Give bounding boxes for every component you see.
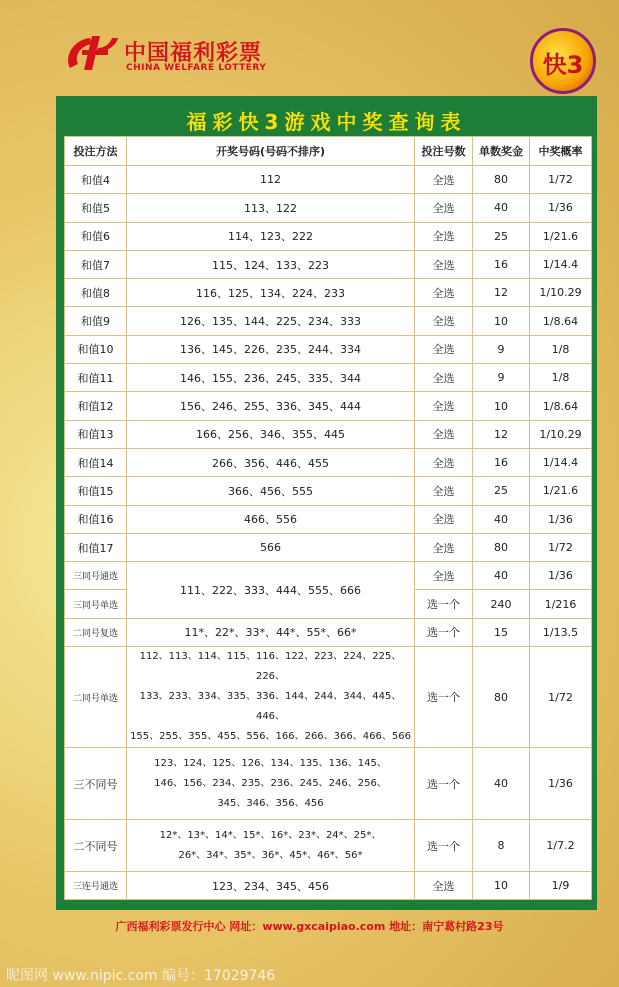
cell-prize: 80	[473, 166, 530, 194]
cell-bet: 全选	[415, 307, 473, 335]
k3-badge	[530, 28, 596, 94]
cell-bet: 全选	[415, 872, 473, 900]
cell-codes	[127, 647, 415, 748]
cell-prob: 1/72	[530, 647, 592, 748]
table-row	[65, 505, 592, 533]
cell-bet: 选一个	[415, 748, 473, 820]
cell-prize: 25	[473, 477, 530, 505]
header-codes: 开奖号码(号码不排序)	[127, 137, 415, 166]
table-row	[65, 166, 592, 194]
codes-line: 155、255、355、455、556、166、266、366、466、566	[130, 731, 411, 743]
codes-line: 345、346、356、456	[217, 797, 324, 809]
cell-method: 和值15	[65, 477, 127, 505]
cell-bet: 全选	[415, 392, 473, 420]
cell-prize: 16	[473, 250, 530, 278]
cell-prize: 40	[473, 505, 530, 533]
cell-method: 二同号单选	[65, 647, 127, 748]
cell-prize: 240	[473, 590, 530, 618]
cell-codes: 466、556	[127, 505, 415, 533]
cell-method: 和值13	[65, 420, 127, 448]
cell-codes: 113、122	[127, 194, 415, 222]
codes-line: 12*、13*、14*、15*、16*、23*、24*、25*、	[159, 829, 382, 841]
footer-info: 广西福利彩票发行中心 网址：www.gxcaipiao.com 地址：南宁葛村路23号	[115, 920, 504, 933]
cell-codes: 115、124、133、223	[127, 250, 415, 278]
cell-codes: 112	[127, 166, 415, 194]
cell-method: 三连号通选	[65, 872, 127, 900]
cell-bet: 全选	[415, 364, 473, 392]
table-row	[65, 562, 592, 590]
cell-prob: 1/72	[530, 166, 592, 194]
cell-prize: 10	[473, 872, 530, 900]
cell-bet: 全选	[415, 194, 473, 222]
cell-prize: 16	[473, 448, 530, 476]
table-row	[65, 364, 592, 392]
cell-method: 和值11	[65, 364, 127, 392]
cell-prize: 40	[473, 748, 530, 820]
cell-codes: 123、234、345、456	[127, 872, 415, 900]
codes-line: 112、113、114、115、116、122、223、224、225、226、	[139, 651, 402, 683]
cell-codes	[127, 820, 415, 872]
lottery-logo	[62, 30, 302, 80]
table-row	[65, 448, 592, 476]
cell-prize: 80	[473, 647, 530, 748]
codes-line: 146、156、234、235、236、245、246、256、	[154, 777, 387, 789]
cell-prob: 1/14.4	[530, 250, 592, 278]
cell-codes: 566	[127, 533, 415, 561]
table-header-row	[65, 137, 592, 166]
cell-bet: 全选	[415, 279, 473, 307]
lottery-logo-icon	[62, 30, 120, 76]
cell-codes: 116、125、134、224、233	[127, 279, 415, 307]
cell-bet: 全选	[415, 448, 473, 476]
table-row	[65, 872, 592, 900]
cell-prize: 40	[473, 194, 530, 222]
cell-method: 和值7	[65, 250, 127, 278]
cell-bet: 选一个	[415, 647, 473, 748]
cell-bet: 全选	[415, 533, 473, 561]
cell-method: 和值9	[65, 307, 127, 335]
cell-prob: 1/36	[530, 194, 592, 222]
table-row	[65, 820, 592, 872]
cell-method: 和值8	[65, 279, 127, 307]
table-row	[65, 533, 592, 561]
table-row	[65, 392, 592, 420]
cell-bet: 选一个	[415, 590, 473, 618]
cell-prob: 1/21.6	[530, 222, 592, 250]
cell-codes: 126、135、144、225、234、333	[127, 307, 415, 335]
cell-bet: 全选	[415, 477, 473, 505]
cell-codes: 146、155、236、245、335、344	[127, 364, 415, 392]
cell-prize: 15	[473, 618, 530, 646]
cell-bet: 全选	[415, 505, 473, 533]
header-method: 投注方法	[65, 137, 127, 166]
cell-codes: 11*、22*、33*、44*、55*、66*	[127, 618, 415, 646]
table-row	[65, 618, 592, 646]
table-row	[65, 420, 592, 448]
codes-line: 123、124、125、126、134、135、136、145、	[154, 757, 387, 769]
watermark: 昵图网 www.nipic.com 编号：17029746	[6, 968, 276, 984]
table-row	[65, 222, 592, 250]
cell-prob: 1/8.64	[530, 307, 592, 335]
cell-bet: 全选	[415, 335, 473, 363]
cell-method: 和值4	[65, 166, 127, 194]
cell-prob: 1/9	[530, 872, 592, 900]
cell-prob: 1/36	[530, 505, 592, 533]
cell-method: 和值12	[65, 392, 127, 420]
brand-name-en: CHINA WELFARE LOTTERY	[126, 63, 267, 73]
cell-prob: 1/7.2	[530, 820, 592, 872]
cell-codes: 266、356、446、455	[127, 448, 415, 476]
table-row	[65, 335, 592, 363]
brand-name-cn: 中国福利彩票	[124, 41, 263, 66]
cell-prize: 25	[473, 222, 530, 250]
table-body	[65, 166, 592, 900]
cell-bet: 全选	[415, 166, 473, 194]
cell-prize: 80	[473, 533, 530, 561]
cell-method: 二同号复选	[65, 618, 127, 646]
cell-prob: 1/21.6	[530, 477, 592, 505]
cell-method: 和值5	[65, 194, 127, 222]
header-bet: 投注号数	[415, 137, 473, 166]
cell-prize: 10	[473, 392, 530, 420]
cell-codes: 156、246、255、336、345、444	[127, 392, 415, 420]
cell-prize: 10	[473, 307, 530, 335]
cell-method: 三同号通选	[65, 562, 127, 590]
header-prize: 单数奖金	[473, 137, 530, 166]
codes-line: 26*、34*、35*、36*、45*、46*、56*	[178, 849, 363, 861]
cell-prize: 8	[473, 820, 530, 872]
table-row	[65, 250, 592, 278]
cell-bet: 选一个	[415, 618, 473, 646]
table-row	[65, 307, 592, 335]
cell-codes: 166、256、346、355、445	[127, 420, 415, 448]
cell-bet: 全选	[415, 250, 473, 278]
cell-method: 三同号单选	[65, 590, 127, 618]
cell-bet: 全选	[415, 420, 473, 448]
cell-method: 和值16	[65, 505, 127, 533]
cell-method: 三不同号	[65, 748, 127, 820]
cell-codes: 114、123、222	[127, 222, 415, 250]
cell-prob: 1/72	[530, 533, 592, 561]
cell-method: 和值6	[65, 222, 127, 250]
table-row	[65, 279, 592, 307]
table-row	[65, 194, 592, 222]
cell-prize: 9	[473, 364, 530, 392]
cell-prob: 1/8.64	[530, 392, 592, 420]
prize-table	[64, 136, 592, 900]
cell-codes: 111、222、333、444、555、666	[127, 562, 415, 619]
cell-method: 和值14	[65, 448, 127, 476]
cell-prob: 1/36	[530, 748, 592, 820]
cell-bet: 全选	[415, 562, 473, 590]
cell-prize: 9	[473, 335, 530, 363]
cell-prob: 1/8	[530, 364, 592, 392]
cell-method: 二不同号	[65, 820, 127, 872]
cell-prob: 1/10.29	[530, 420, 592, 448]
cell-codes: 366、456、555	[127, 477, 415, 505]
cell-prob: 1/13.5	[530, 618, 592, 646]
k3-badge-text: 快3	[542, 51, 584, 79]
cell-method: 和值17	[65, 533, 127, 561]
cell-bet: 选一个	[415, 820, 473, 872]
codes-line: 133、233、334、335、336、144、244、344、445、446、	[139, 691, 402, 723]
table-title: 福彩快3游戏中奖查询表	[186, 110, 467, 134]
header-prob: 中奖概率	[530, 137, 592, 166]
cell-codes	[127, 748, 415, 820]
cell-codes: 136、145、226、235、244、334	[127, 335, 415, 363]
cell-bet: 全选	[415, 222, 473, 250]
cell-prob: 1/36	[530, 562, 592, 590]
cell-prob: 1/8	[530, 335, 592, 363]
cell-prize: 12	[473, 279, 530, 307]
cell-prob: 1/216	[530, 590, 592, 618]
cell-prob: 1/14.4	[530, 448, 592, 476]
table-row	[65, 647, 592, 748]
cell-prize: 40	[473, 562, 530, 590]
table-row	[65, 748, 592, 820]
cell-prize: 12	[473, 420, 530, 448]
prize-table-panel	[56, 96, 597, 910]
cell-prob: 1/10.29	[530, 279, 592, 307]
table-row	[65, 477, 592, 505]
cell-method: 和值10	[65, 335, 127, 363]
